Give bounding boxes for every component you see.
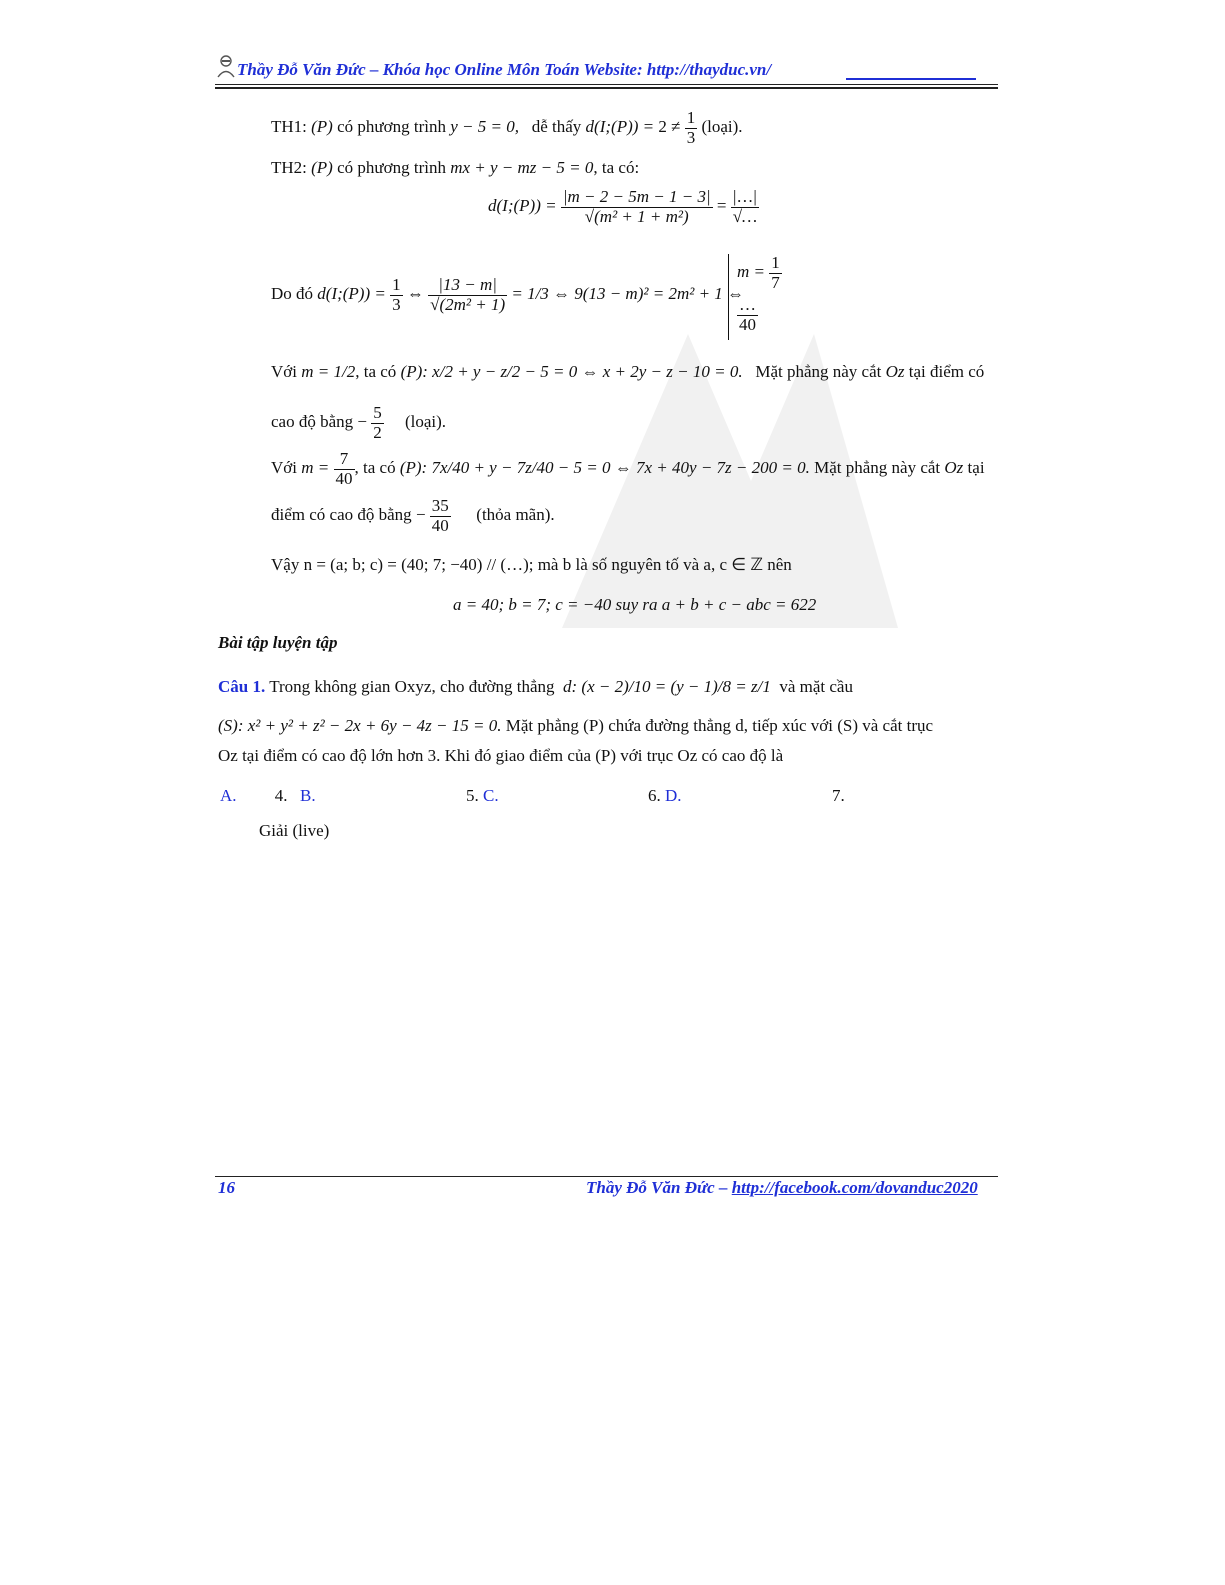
section-title: Bài tập luyện tập (218, 633, 338, 652)
dodo-line: Do đó d(I;(P)) = $\frac{1}{3}$ ⇔ $\frac{|13 - m|}{\text{√(2m² + 1)}}$ = 1/3 ⇔ 9(13 − m)² = 2m² + 1 ⇔ (271, 275, 745, 314)
case-a-line2: cao độ bằng − $\frac{5}{2}$ (loại). (271, 403, 447, 442)
question-line3: Oz tại điểm có cao độ lớn hơn 3. Khi đó giao điểm của (P) với trục Oz có cao độ là (218, 746, 784, 765)
footer-divider (215, 1176, 998, 1177)
conclusion-line2: a = 40; b = 7; c = −40 suy ra a + b + c − abc = 622 (453, 595, 817, 614)
header-title: Thầy Đỗ Văn Đức – Khóa học Online Môn Toán Website: http://thayduc.vn/ (237, 60, 772, 79)
option-b[interactable]: B. (300, 786, 316, 805)
question-line1: Câu 1. Trong không gian Oxyz, cho đường thẳng d: (x − 2)/10 = (y − 1)/8 = z/1 và mặt cầu (218, 677, 853, 696)
th2-line: TH2: (P) có phương trình mx + y − mz − 5 = 0, ta có: (271, 158, 640, 177)
option-c-value: 6. (648, 786, 661, 805)
case-b-line2: điểm có cao độ bằng − $\frac{35}{40}$ (thỏa mãn). (271, 496, 555, 535)
case-a-line1: Với m = 1/2, ta có (P): x/2 + y − z/2 − 5 = 0 ⇔ x + 2y − z − 10 = 0. Mặt phẳng này cắt Oz tại điểm có (271, 362, 985, 381)
question-label: Câu 1. (218, 677, 266, 696)
dodo-cases: m = $\frac{1}{7}$ $\frac{\dots}{40}$ (728, 254, 782, 340)
header-divider-thick (215, 87, 998, 89)
distance-equation: d(I;(P)) = $\frac{|m - 2 - 5m - 1 - 3|}{\text{√(m² + 1 + m²)}}$ = $\frac{|\dots|}{√\dots}$ (488, 187, 758, 226)
option-b-value: 5. (466, 786, 479, 805)
page-number: 16 (218, 1178, 235, 1197)
solution-note: Giải (live) (259, 821, 330, 840)
option-d-value: 7. (832, 786, 845, 805)
teacher-avatar-icon (216, 54, 236, 78)
option-c[interactable]: C. (483, 786, 499, 805)
case-b-line1: Với m = $\frac{7}{40}$ , ta có (P): 7x/40 + y − 7z/40 − 5 = 0 ⇔ 7x + 40y − 7z − 200 = 0. Mặt phẳng này cắt Oz tại (271, 449, 985, 488)
option-a[interactable]: A. 4. (220, 786, 288, 805)
header-underline-blank (846, 78, 976, 80)
header-divider (215, 84, 998, 85)
th1-line: TH1: (P) có phương trình y − 5 = 0, dễ thấy d(I;(P)) = 2 ≠ $\frac{1}{3}$ (loại). (271, 108, 743, 147)
footer-facebook-link[interactable]: http://facebook.com/dovanduc2020 (731, 1178, 978, 1197)
footer-credit: Thầy Đỗ Văn Đức – http://facebook.com/dovanduc2020 (586, 1178, 978, 1197)
conclusion-line1: Vậy n = (a; b; c) = (40; 7; −40) // (…); mà b là số nguyên tố và a, c ∈ ℤ nên (271, 555, 792, 574)
option-d[interactable]: D. (665, 786, 682, 805)
question-line2: (S): x² + y² + z² − 2x + 6y − 4z − 15 = 0. Mặt phẳng (P) chứa đường thẳng d, tiếp xúc với (S) và cắt trục (218, 716, 934, 735)
